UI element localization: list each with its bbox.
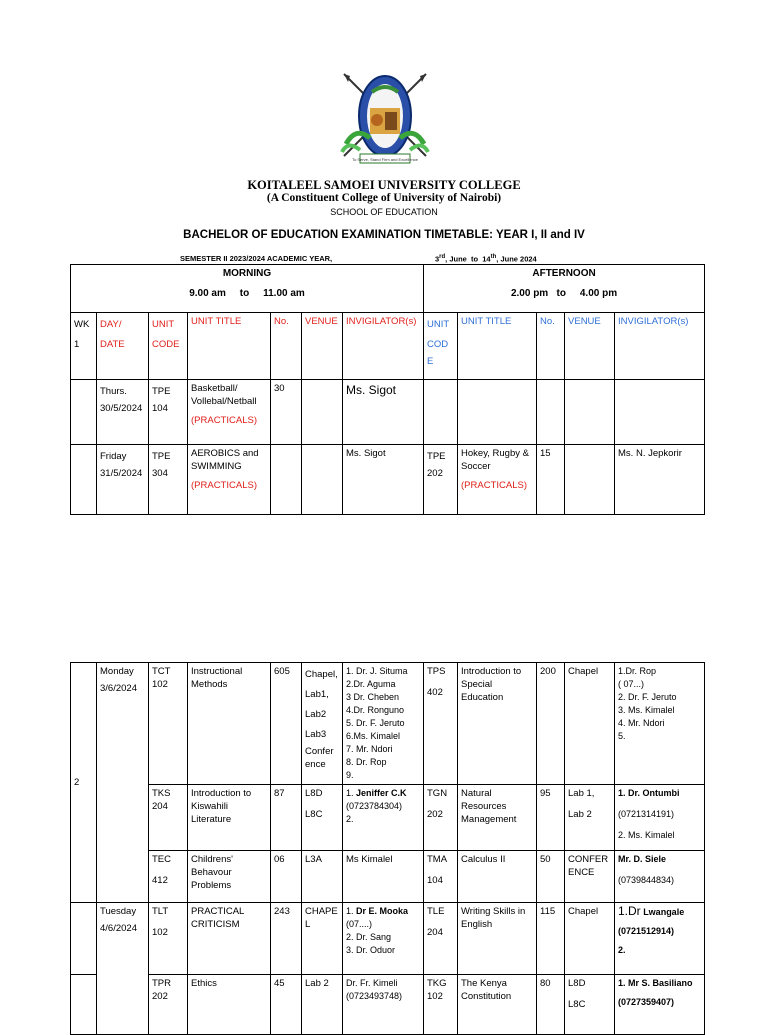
college-logo [330, 68, 440, 172]
timetable-title: BACHELOR OF EDUCATION EXAMINATION TIMETABLE: YEAR I, II and IV [183, 229, 585, 241]
table-row: Friday 31/5/2024 TPE 304 AEROBICS and SWIMMING (PRACTICALS) Ms. Sigot TPE 202 Hokey, Rugby & Soccer (PRACTICALS) 15 Ms. N. Jepkorir [71, 445, 705, 515]
semester-label: SEMESTER II 2023/2024 ACADEMIC YEAR, [180, 254, 333, 263]
week-number: 2 [71, 663, 97, 903]
exam-dates: 3rd, June to 14th, June 2024 [435, 254, 537, 264]
logo-motto: To Serve, Stand Firm and Excellence [352, 157, 418, 162]
table-row: TKS 204 Introduction to Kiswahili Literature 87 L8D L8C 1. Jeniffer C.K (0723784304) 2. TGN 202 Natural Resources Management 95 Lab 1, Lab 2 1. Dr. Ontumbi (0721314191) 2. Ms. Kimalel [71, 785, 705, 851]
school-name: SCHOOL OF EDUCATION [330, 207, 438, 217]
timetable-week-1 [70, 264, 705, 515]
affiliation: (A Constituent College of University of Nairobi) [266, 192, 502, 204]
morning-header: MORNING 9.00 am to 11.00 am [71, 265, 424, 313]
table-row: 2 Monday 3/6/2024 TCT 102 Instructional Methods 605 Chapel, Lab1, Lab2 Lab3 Confer ence 1. Dr. J. Situma 2.Dr. Aguma 3 Dr. Cheben 4.Dr. Ronguno 5. Dr. F. Jeruto 6.Ms. Kimalel 7. Mr. Ndori 8. Dr. Rop 9. TPS 402 Introduction to Special Education 200 Chapel 1.Dr. Rop ( 07...) 2. Dr. F. Jeruto 3. Ms. Kimalel 4. Mr. Ndori 5. [71, 663, 705, 785]
institution-name: KOITALEEL SAMOEI UNIVERSITY COLLEGE [247, 178, 521, 192]
afternoon-header: AFTERNOON 2.00 pm to 4.00 pm [424, 265, 705, 313]
table-row: Tuesday 4/6/2024 TLT 102 PRACTICAL CRITICISM 243 CHAPE L 1. Dr E. Mooka (07....) 2. Dr. Sang 3. Dr. Oduor TLE 204 Writing Skills in English 115 Chapel 1.Dr Lwangale (0721512914) 2. [71, 903, 705, 975]
table-row: TPR 202 Ethics 45 Lab 2 Dr. Fr. Kimeli (0723493748) TKG 102 The Kenya Constitution 80 L8D L8C 1. Mr S. Basiliano (0727359407) [71, 975, 705, 1035]
timetable-week-2 [70, 662, 705, 1035]
column-header-row: WK 1 DAY/ DATE UNIT CODE UNIT TITLE No. VENUE INVIGILATOR(s) UNIT COD E UNIT TITLE No. VENUE INVIGILATOR(s) [71, 313, 705, 380]
table-row: TEC 412 Childrens' Behavour Problems 06 L3A Ms Kimalel TMA 104 Calculus II 50 CONFER ENCE Mr. D. Siele (0739844834) [71, 851, 705, 903]
table-row: Thurs. 30/5/2024 TPE 104 Basketball/ Vollebal/Netball (PRACTICALS) 30 Ms. Sigot [71, 380, 705, 445]
